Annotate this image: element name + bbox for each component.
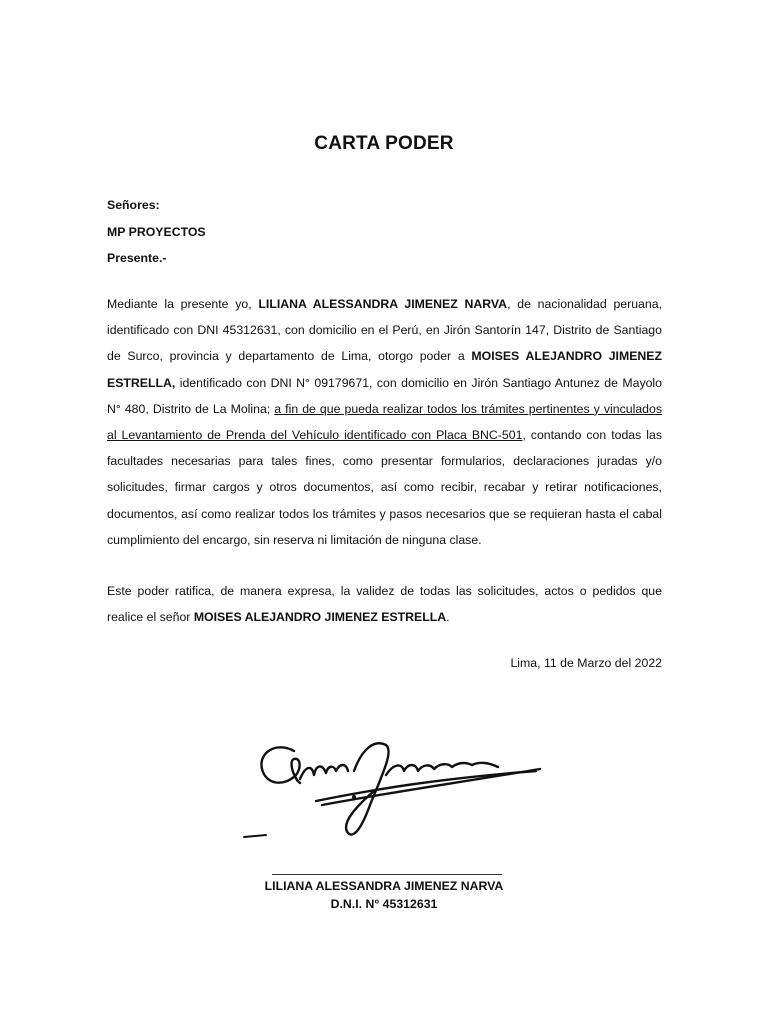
p2-text-b: . bbox=[446, 610, 450, 625]
addressee-presente: Presente.- bbox=[107, 251, 167, 265]
signatory-name: LILIANA ALESSANDRA JIMENEZ NARVA bbox=[264, 879, 504, 893]
document-title: CARTA PODER bbox=[314, 133, 454, 154]
agent-name: MOISES ALEJANDRO JIMENEZ ESTRELLA, bbox=[107, 349, 663, 390]
body-paragraph-2 bbox=[107, 578, 662, 630]
handwritten-signature bbox=[236, 735, 546, 845]
p1-text-d: , contando con todas las facultades necesarias para tales fines, como presentar formularios, declaraciones juradas y/o solicitudes, firmar cargos y otros documentos, así como recibir, recabar y retirar notificaciones, documentos, así como realizar todos los trámites y pasos necesarios que se requieran hasta el cabal cumplimiento del encargo, sin reserva ni limitación de ninguna clase. bbox=[107, 428, 662, 547]
signatory-dni: D.N.I. N° 45312631 bbox=[330, 897, 438, 911]
agent-name-2: MOISES ALEJANDRO JIMENEZ ESTRELLA bbox=[193, 610, 447, 625]
place-date: Lima, 11 de Marzo del 2022 bbox=[510, 656, 662, 670]
p2-text-a: Este poder ratifica, de manera expresa, la validez de todas las solicitudes, actos o pedidos que realice el señor bbox=[107, 584, 662, 625]
signatory-block bbox=[160, 877, 608, 913]
p1-text-b: , de nacionalidad peruana, identificado con DNI 45312631, con domicilio en el Perú, en Jirón Santorín 147, Distrito de Santiago de Surco, provincia y departamento de Lima, otorgo poder a bbox=[107, 297, 662, 364]
p1-text-a: Mediante la presente yo, bbox=[107, 297, 259, 311]
p1-text-c: identificado con DNI N° 09179671, con domicilio en Jirón Santiago Antunez de Mayolo N° 480, Distrito de La Molina; bbox=[107, 375, 662, 416]
purpose-underlined: a fin de que pueda realizar todos los trámites pertinentes y vinculados al Levantamiento de Prenda del Vehículo identificado con Placa BNC-501 bbox=[107, 401, 662, 443]
addressee-company: MP PROYECTOS bbox=[107, 224, 206, 239]
addressee-block bbox=[107, 192, 667, 272]
signature-line bbox=[272, 874, 502, 875]
body-paragraph-1 bbox=[107, 291, 662, 553]
grantor-name: LILIANA ALESSANDRA JIMENEZ NARVA bbox=[258, 297, 508, 311]
addressee-salutation: Señores: bbox=[107, 198, 160, 212]
